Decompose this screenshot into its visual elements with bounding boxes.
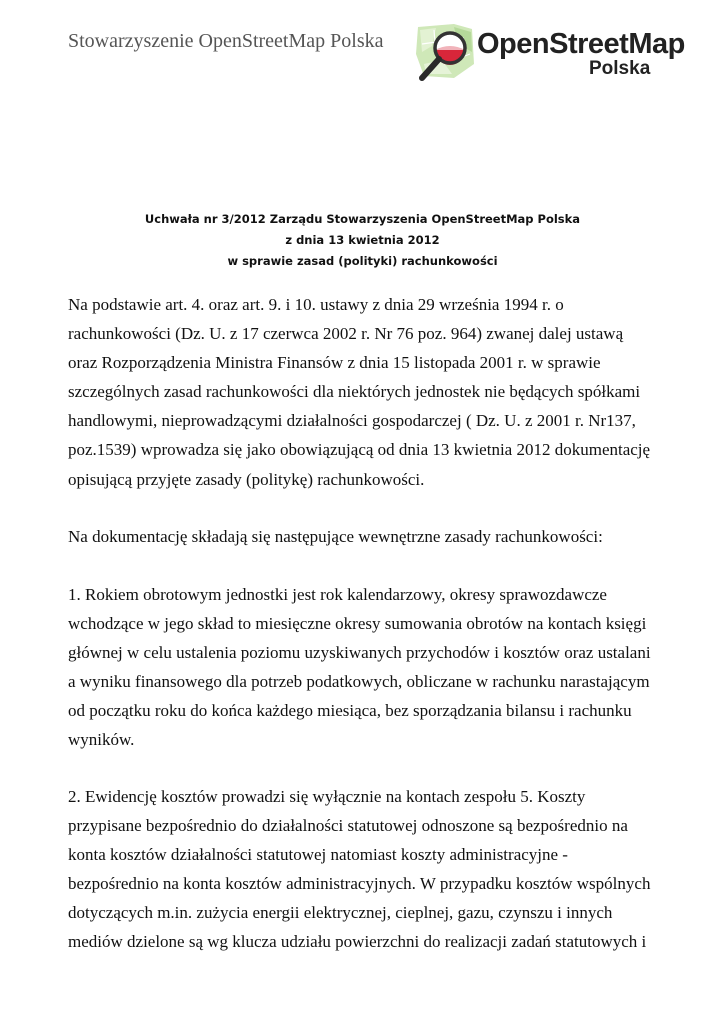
osm-polska-logo <box>414 24 684 84</box>
text-line: wchodzące w jego skład to miesięczne okresy sumowania obrotów na kontach księgi <box>68 614 647 634</box>
text-line: 1. Rokiem obrotowym jednostki jest rok kalendarzowy, okresy sprawozdawcze <box>68 585 607 604</box>
text-line: opisującą przyjęte zasady (politykę) rachunkowości. <box>68 469 425 489</box>
resolution-title: Uchwała nr 3/2012 Zarządu Stowarzyszenia OpenStreetMap Polska <box>144 212 581 226</box>
resolution-date: z dnia 13 kwietnia 2012 <box>285 233 440 247</box>
text-line: poz.1539) wprowadza się jako obowiązującą od dnia 13 kwietnia 2012 dokumentację <box>68 440 651 460</box>
text-line: mediów dzielone są wg klucza udziału powierzchni do realizacji zadań statutowych i <box>68 932 647 952</box>
text-line: wyników. <box>68 730 135 750</box>
text-line: dotyczących m.in. zużycia energii elektrycznej, cieplnej, gazu, czynszu i innych <box>68 903 613 923</box>
paragraph-point-2 <box>68 782 668 957</box>
paragraph-intro <box>68 522 668 551</box>
organization-name: Stowarzyszenie OpenStreetMap Polska <box>68 30 384 52</box>
resolution-subject: w sprawie zasad (polityki) rachunkowości <box>227 254 498 268</box>
text-line: a wyniku finansowego dla potrzeb podatkowych, obliczane w rachunku narastającym <box>68 672 650 692</box>
logo-title: OpenStreetMap <box>477 28 685 60</box>
text-line: przypisane bezpośrednio do działalności statutowej odnoszone są bezpośrednio na <box>68 816 628 836</box>
text-line: Na dokumentację składają się następujące wewnętrzne zasady rachunkowości: <box>68 527 603 546</box>
text-line: konta kosztów działalności statutowej natomiast koszty administracyjne - <box>68 845 568 865</box>
text-line: 2. Ewidencję kosztów prowadzi się wyłącznie na kontach zespołu 5. Koszty <box>68 787 586 806</box>
text-line: rachunkowości (Dz. U. z 17 czerwca 2002 r. Nr 76 poz. 964) zwanej dalej ustawą <box>68 324 624 344</box>
text-line: od początku roku do końca każdego miesiąca, bez sporządzania bilansu i rachunku <box>68 701 632 721</box>
text-line: bezpośrednio na konta kosztów administracyjnych. W przypadku kosztów wspólnych <box>68 874 651 894</box>
text-line: handlowymi, nieprowadzącymi działalności gospodarczej ( Dz. U. z 2001 r. Nr137, <box>68 411 636 431</box>
logo-subtitle: Polska <box>589 58 651 79</box>
text-line: szczególnych zasad rachunkowości dla niektórych jednostek nie będących spółkami <box>68 382 641 402</box>
text-line: głównej w celu ustalenia poziomu uzyskiwanych przychodów i kosztów oraz ustalani <box>68 643 651 663</box>
paragraph-legal-basis <box>68 290 668 494</box>
magnifier-map-icon <box>414 24 476 82</box>
text-line: oraz Rozporządzenia Ministra Finansów z dnia 15 listopada 2001 r. w sprawie <box>68 353 601 373</box>
paragraph-point-1 <box>68 580 668 755</box>
text-line: Na podstawie art. 4. oraz art. 9. i 10. ustawy z dnia 29 września 1994 r. o <box>68 295 564 314</box>
resolution-heading <box>0 209 725 272</box>
